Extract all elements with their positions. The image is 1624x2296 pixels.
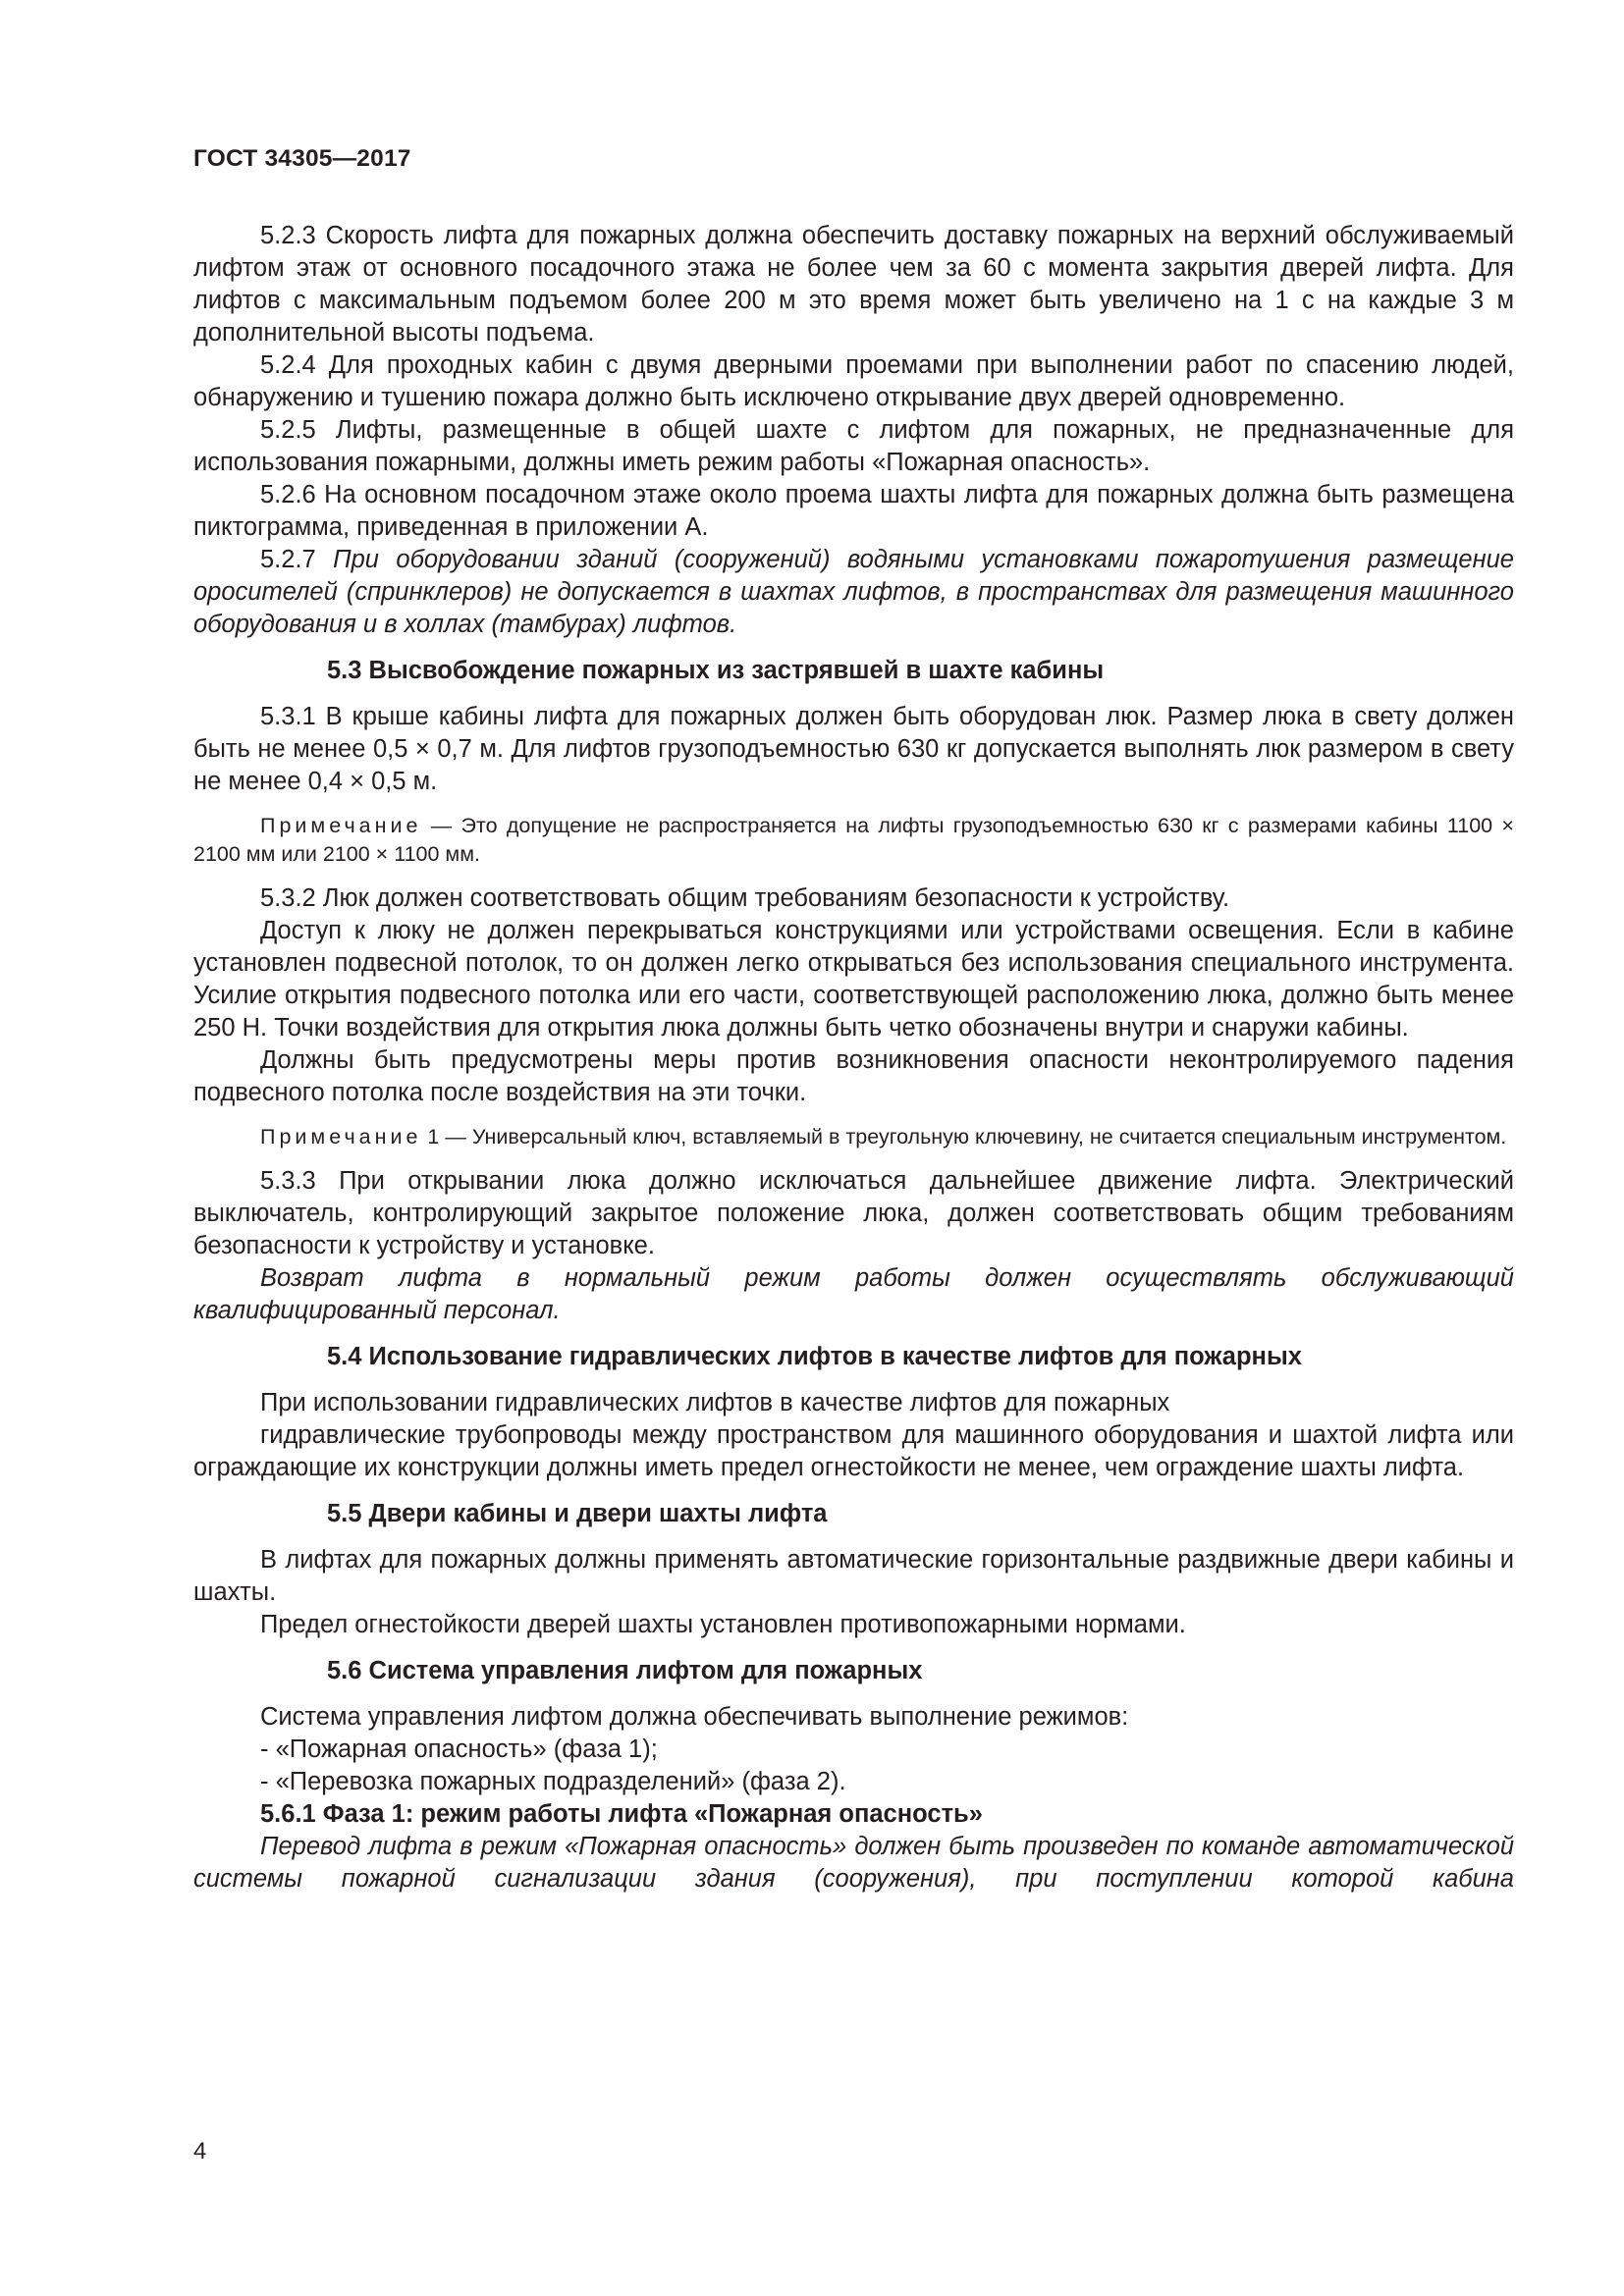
paragraph-5-2-7-text: При оборудовании зданий (сооружений) водяными установками пожаротушения размещение оросителей (спринклеров) не допускается в шахтах лифтов, в пространствах для размещения машинного оборудования и в холлах (тамбурах) лифтов. bbox=[193, 546, 1514, 638]
section-heading-5-4: 5.4 Использование гидравлических лифтов в качестве лифтов для пожарных bbox=[327, 1343, 1302, 1370]
paragraph-5-6-c: - «Перевозка пожарных подразделений» (фаза 2). bbox=[260, 1768, 846, 1795]
paragraph-5-6-a: Система управления лифтом должна обеспечивать выполнение режимов: bbox=[260, 1703, 1129, 1731]
paragraph-measures: Должны быть предусмотрены меры против возникновения опасности неконтролируемого падения подвесного потолка после воздействия на эти точки. bbox=[193, 1046, 1514, 1106]
document-header: ГОСТ 34305—2017 bbox=[193, 145, 411, 172]
paragraph-5-2-5: 5.2.5 Лифты, размещенные в общей шахте с лифтом для пожарных, не предназначенные для использования пожарными, должны иметь режим работы «Пожарная опасность». bbox=[193, 416, 1514, 476]
paragraph-access: Доступ к люку не должен перекрываться конструкциями или устройствами освещения. Если в кабине установлен подвесной потолок, то он должен легко открываться без использования специального инструмента. Усилие открытия подвесного потолка или его части, соответствующей расположению люка, должно быть менее 250 Н. Точки воздействия для открытия люка должны быть четко обозначены внутри и снаружи кабины. bbox=[193, 917, 1514, 1041]
paragraph-5-4-b: гидравлические трубопроводы между пространством для машинного оборудования и шахтой лифта или ограждающие их конструкции должны иметь предел огнестойкости не менее, чем ограждение шахты лифта. bbox=[193, 1421, 1514, 1481]
paragraph-5-5-b: Предел огнестойкости дверей шахты установлен противопожарными нормами. bbox=[260, 1611, 1186, 1638]
section-heading-5-3: 5.3 Высвобождение пожарных из застрявшей в шахте кабины bbox=[327, 657, 1105, 684]
section-heading-5-6-1: 5.6.1 Фаза 1: режим работы лифта «Пожарная опасность» bbox=[260, 1800, 983, 1828]
paragraph-5-3-1: 5.3.1 В крыше кабины лифта для пожарных должен быть оборудован люк. Размер люка в свету должен быть не менее 0,5 × 0,7 м. Для лифтов грузоподъемностью 630 кг допускается выполнять люк размером в свету не менее 0,4 × 0,5 м. bbox=[193, 703, 1514, 795]
paragraph-return: Возврат лифта в нормальный режим работы должен осуществлять обслуживающий квалифицированный персонал. bbox=[193, 1264, 1514, 1324]
note-1 bbox=[193, 812, 1514, 869]
note-2 bbox=[193, 1123, 1514, 1151]
page-number: 4 bbox=[193, 2138, 207, 2164]
paragraph-5-2-7 bbox=[193, 544, 1514, 641]
note-1-text: — Это допущение не распространяется на лифты грузоподъемностью 630 кг с размерами кабины 1100 × 2100 мм или 2100 × 1100 мм. bbox=[193, 814, 1514, 866]
paragraph-5-4-a: При использовании гидравлических лифтов в качестве лифтов для пожарных bbox=[260, 1389, 1170, 1416]
note-2-label: Примечание bbox=[260, 1125, 422, 1148]
paragraph-5-5-a: В лифтах для пожарных должны применять автоматические горизонтальные раздвижные двери кабины и шахты. bbox=[193, 1546, 1514, 1606]
paragraph-5-2-6: 5.2.6 На основном посадочном этаже около проема шахты лифта для пожарных должна быть размещена пиктограмма, приведенная в приложении А. bbox=[193, 481, 1514, 541]
paragraph-5-2-7-number: 5.2.7 bbox=[260, 546, 316, 573]
document-body bbox=[193, 220, 1514, 1896]
paragraph-5-6-1: Перевод лифта в режим «Пожарная опасность» должен быть произведен по команде автоматической системы пожарной сигнализации здания (сооружения), при поступлении которой кабина bbox=[193, 1833, 1514, 1893]
paragraph-5-6-b: - «Пожарная опасность» (фаза 1); bbox=[260, 1735, 658, 1763]
section-heading-5-5: 5.5 Двери кабины и двери шахты лифта bbox=[327, 1500, 828, 1527]
note-1-label: Примечание bbox=[260, 814, 422, 837]
paragraph-5-2-4: 5.2.4 Для проходных кабин с двумя дверными проемами при выполнении работ по спасению людей, обнаружению и тушению пожара должно быть исключено открывание двух дверей одновременно. bbox=[193, 351, 1514, 411]
note-2-text: 1 — Универсальный ключ, вставляемый в треугольную ключевину, не считается специальным инструментом. bbox=[421, 1125, 1507, 1148]
paragraph-5-3-3: 5.3.3 При открывании люка должно исключаться дальнейшее движение лифта. Электрический выключатель, контролирующий закрытое положение люка, должен соответствовать общим требованиям безопасности к устройству и установке. bbox=[193, 1167, 1514, 1259]
section-heading-5-6: 5.6 Система управления лифтом для пожарных bbox=[327, 1657, 923, 1684]
paragraph-5-2-3: 5.2.3 Скорость лифта для пожарных должна обеспечить доставку пожарных на верхний обслуживаемый лифтом этаж от основного посадочного этажа не более чем за 60 с момента закрытия дверей лифта. Для лифтов с максимальным подъемом более 200 м это время может быть увеличено на 1 с на каждые 3 м дополнительной высоты подъема. bbox=[193, 222, 1514, 347]
paragraph-5-3-2: 5.3.2 Люк должен соответствовать общим требованиям безопасности к устройству. bbox=[260, 884, 1230, 912]
